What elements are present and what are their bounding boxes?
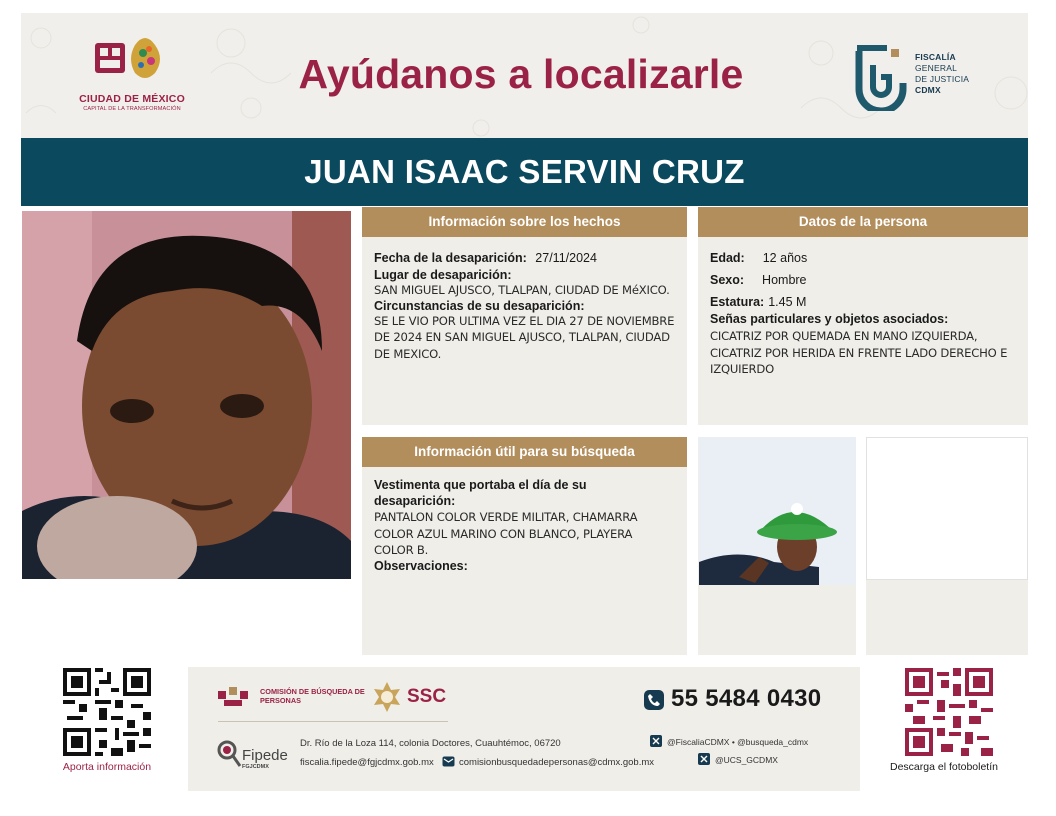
sexo-value: Hombre: [762, 273, 807, 287]
qr-right-label: Descarga el fotoboletín: [890, 761, 998, 773]
person-name-banner: JUAN ISAAC SERVIN CRUZ: [21, 138, 1028, 206]
lugar-value: SAN MIGUEL AJUSCO, TLALPAN, CIUDAD DE MéXICO.: [374, 283, 670, 297]
panel-busqueda: [362, 437, 687, 655]
secondary-photo: [699, 437, 856, 585]
fipede-magnifier-icon: [216, 738, 242, 770]
fecha-label: Fecha de la desaparición:: [374, 251, 527, 265]
address: Dr. Río de la Loza 114, colonia Doctores, Cuauhtémoc, 06720: [300, 738, 561, 749]
phone-number-text: 55 5484 0430: [671, 685, 822, 712]
vestimenta-label: Vestimenta que portaba el día de su desaparición:: [374, 478, 587, 508]
ssc-badge-icon: [371, 681, 403, 713]
email-comision[interactable]: comisionbusquedadepersonas@cdmx.gob.mx: [459, 757, 655, 768]
fgj-line-1: FISCALÍA: [915, 52, 956, 62]
empty-photo-slot: [866, 437, 1028, 580]
email-fipede[interactable]: fiscalia.fipede@fgjcdmx.gob.mx: [300, 757, 434, 768]
comision-emblem-icon: [218, 685, 254, 709]
x-social-icon-2: [698, 753, 710, 765]
panel-datos: [698, 207, 1028, 425]
person-photo: [22, 211, 351, 579]
panel-datos-title: Datos de la persona: [698, 207, 1028, 237]
panel-hechos-title: Información sobre los hechos: [362, 207, 687, 237]
qr-left-label: Aporta información: [62, 761, 152, 773]
edad-value: 12 años: [762, 251, 808, 265]
qr-code-fotoboletin[interactable]: [905, 668, 993, 756]
fgj-line-2: GENERAL: [915, 63, 958, 73]
panel-hechos: [362, 207, 687, 425]
social-handles-1[interactable]: @FiscaliaCDMX • @busqueda_cdmx: [667, 737, 809, 747]
social-handles-2[interactable]: @UCS_GCDMX: [715, 755, 778, 765]
ssc-label: SSC: [407, 686, 447, 707]
footer-divider: [218, 721, 448, 722]
circunstancias-value: SE LE VIO POR ULTIMA VEZ EL DIA 27 DE NOVIEMBRE DE 2024 EN SAN MIGUEL AJUSCO, TLALPAN, CIUDAD DE MEXICO.: [374, 313, 675, 361]
vestimenta-value: PANTALON COLOR VERDE MILITAR, CHAMARRA COLOR AZUL MARINO CON BLANCO, PLAYERA COLOR B.: [374, 510, 638, 557]
comision-label: COMISIÓN DE BÚSQUEDA DE PERSONAS: [260, 687, 365, 705]
sexo-label: Sexo:: [710, 273, 745, 287]
panel-busqueda-title: Información útil para su búsqueda: [362, 437, 687, 467]
observaciones-label: Observaciones:: [374, 558, 468, 573]
fecha-value: 27/11/2024: [535, 251, 597, 265]
cdmx-tagline: CAPITAL DE LA TRANSFORMACIÓN: [83, 106, 181, 112]
footer-contact-box: [188, 667, 860, 791]
secondary-photo-image: [699, 437, 856, 585]
lugar-label: Lugar de desaparición:: [374, 268, 512, 282]
cdmx-logo: [73, 33, 191, 133]
estatura-label: Estatura:: [710, 295, 765, 309]
header-banner: [21, 13, 1028, 138]
x-social-icon: [650, 735, 662, 747]
phone-number[interactable]: [643, 685, 821, 713]
email-icon: [442, 756, 455, 767]
qr-code-aporta[interactable]: [63, 668, 151, 756]
fgj-line-3: DE JUSTICIA: [915, 74, 970, 84]
edad-label: Edad:: [710, 251, 745, 265]
phone-icon: [643, 689, 665, 711]
fgj-logo: [851, 43, 1001, 113]
cdmx-emblem-icon: [73, 33, 191, 91]
fgj-emblem-icon: [851, 43, 911, 111]
circunstancias-label: Circunstancias de su desaparición:: [374, 298, 585, 313]
cdmx-name: CIUDAD DE MÉXICO: [79, 93, 185, 105]
headline: Ayúdanos a localizarle: [298, 51, 744, 97]
estatura-value: 1.45 M: [768, 295, 807, 309]
fgj-line-4: CDMX: [915, 85, 941, 95]
senas-value: CICATRIZ POR QUEMADA EN MANO IZQUIERDA, CICATRIZ POR HERIDA EN FRENTE LADO DERECHO E IZQUIERDO: [710, 329, 1008, 376]
fipede-label: Fipede: [242, 747, 288, 764]
person-photo-image: [22, 211, 351, 579]
fipede-sub: FGJCDMX: [242, 764, 269, 770]
senas-label: Señas particulares y objetos asociados:: [710, 312, 949, 326]
